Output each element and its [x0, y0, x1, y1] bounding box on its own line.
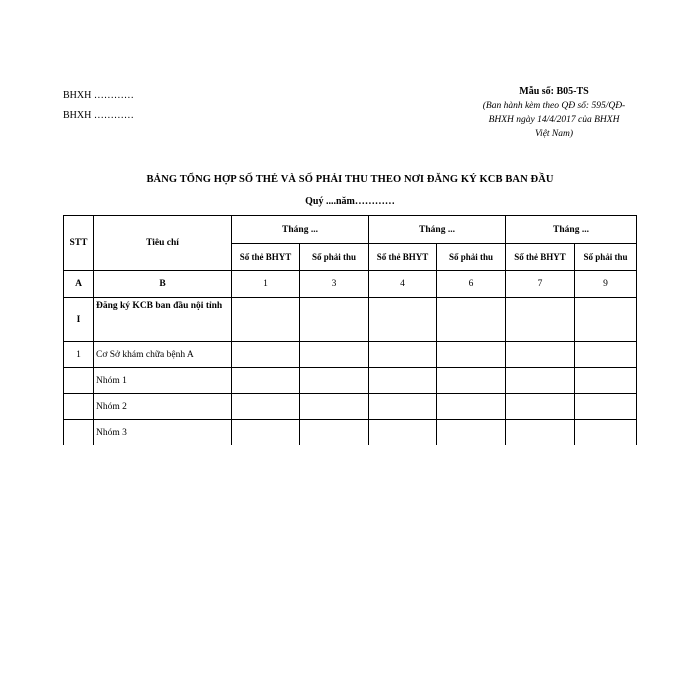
data-cell [437, 420, 506, 446]
summary-table [63, 215, 637, 445]
data-cell [506, 420, 575, 446]
table-row [64, 420, 637, 446]
sub-header-cards: Số thẻ BHYT [506, 244, 575, 271]
row-stt [64, 368, 94, 394]
code-cell: 1 [232, 271, 300, 298]
data-cell [437, 368, 506, 394]
data-cell [575, 394, 637, 420]
issued-line-3: Việt Nam) [534, 129, 574, 139]
row-criteria: Đăng ký KCB ban đầu nội tỉnh [94, 298, 232, 342]
form-number: Mẫu số: B05-TS [519, 86, 589, 97]
col-stt-header: STT [64, 216, 94, 271]
table-row [64, 368, 637, 394]
data-cell [369, 342, 437, 368]
data-cell [300, 368, 369, 394]
row-stt: I [64, 298, 94, 342]
data-cell [506, 298, 575, 342]
table-row [64, 394, 637, 420]
data-cell [506, 342, 575, 368]
data-cell [506, 368, 575, 394]
data-cell [369, 298, 437, 342]
data-cell [575, 420, 637, 446]
data-cell [575, 298, 637, 342]
form-info [466, 85, 642, 141]
sub-header-cards: Số thẻ BHYT [232, 244, 300, 271]
code-cell: 4 [369, 271, 437, 298]
data-cell [437, 394, 506, 420]
data-cell [232, 394, 300, 420]
code-cell: 6 [437, 271, 506, 298]
month-header: Tháng ... [369, 216, 506, 244]
data-cell [369, 394, 437, 420]
data-cell [575, 342, 637, 368]
col-criteria-header: Tiêu chí [94, 216, 232, 271]
row-criteria: Nhóm 2 [94, 394, 232, 420]
data-cell [300, 394, 369, 420]
row-stt [64, 394, 94, 420]
document-title: BẢNG TỔNG HỢP SỐ THẺ VÀ SỐ PHẢI THU THEO NƠI ĐĂNG KÝ KCB BAN ĐẦU [146, 174, 554, 185]
data-cell [232, 368, 300, 394]
row-criteria: Cơ Sở khám chữa bệnh A [94, 342, 232, 368]
sub-header-receivable: Số phải thu [575, 244, 637, 271]
code-cell: 3 [300, 271, 369, 298]
data-cell [232, 342, 300, 368]
agency-line-2: BHXH ………… [63, 110, 134, 121]
data-cell [437, 342, 506, 368]
agency-header [63, 86, 134, 126]
agency-line-1: BHXH ………… [63, 90, 134, 101]
document-subtitle: Quý ....năm………… [305, 196, 395, 207]
data-cell [232, 420, 300, 446]
row-stt [64, 420, 94, 446]
data-cell [369, 420, 437, 446]
month-header: Tháng ... [232, 216, 369, 244]
data-cell [575, 368, 637, 394]
data-cell [369, 368, 437, 394]
data-cell [437, 298, 506, 342]
code-cell: 7 [506, 271, 575, 298]
row-criteria: Nhóm 3 [94, 420, 232, 446]
table-row [64, 298, 637, 342]
code-row [64, 271, 637, 298]
data-cell [300, 298, 369, 342]
month-header: Tháng ... [506, 216, 637, 244]
code-cell: B [94, 271, 232, 298]
row-criteria: Nhóm 1 [94, 368, 232, 394]
header-row-1 [64, 216, 637, 244]
issued-line-2: BHXH ngày 14/4/2017 của BHXH [488, 115, 620, 125]
issued-line-1: (Ban hành kèm theo QĐ số: 595/QĐ- [482, 101, 626, 111]
code-cell: A [64, 271, 94, 298]
table-row [64, 342, 637, 368]
data-cell [232, 298, 300, 342]
data-cell [300, 420, 369, 446]
sub-header-receivable: Số phải thu [300, 244, 369, 271]
data-cell [506, 394, 575, 420]
code-cell: 9 [575, 271, 637, 298]
row-stt: 1 [64, 342, 94, 368]
sub-header-receivable: Số phải thu [437, 244, 506, 271]
data-cell [300, 342, 369, 368]
sub-header-cards: Số thẻ BHYT [369, 244, 437, 271]
